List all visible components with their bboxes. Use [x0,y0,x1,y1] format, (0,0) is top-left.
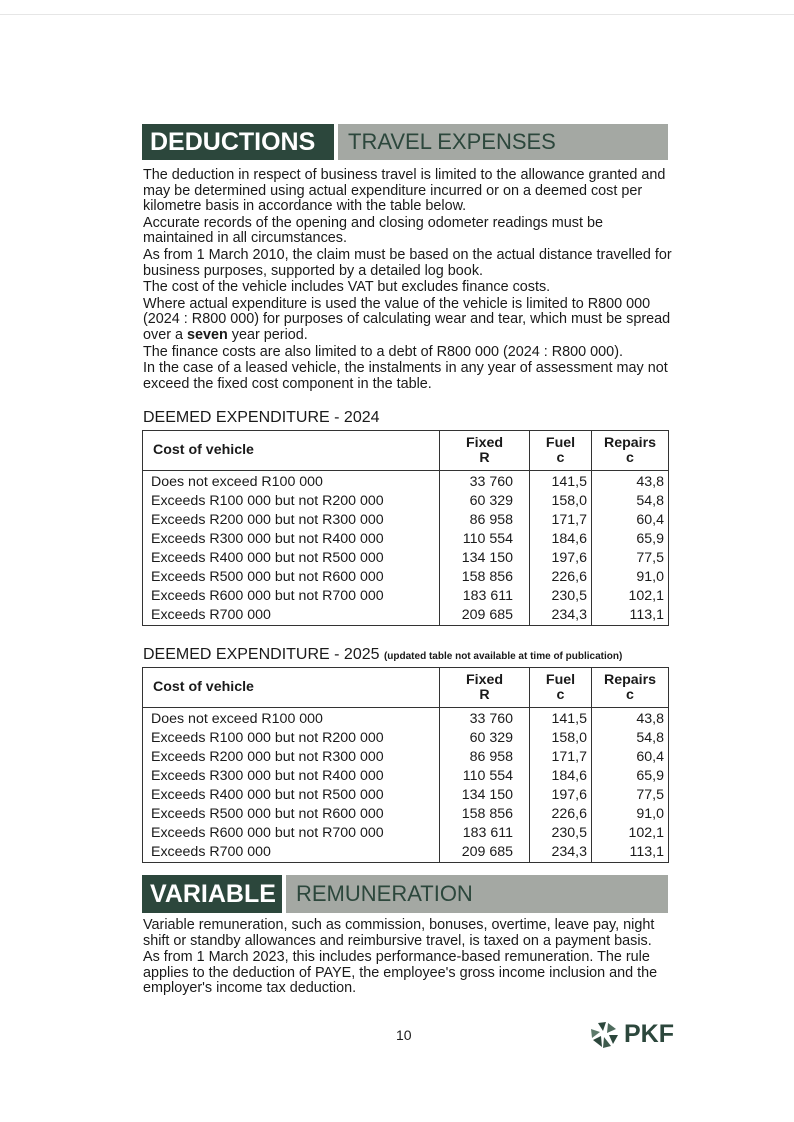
section-header-deductions [142,124,668,160]
table-row [143,471,669,493]
table-row [143,606,669,626]
table-cell: 65,9 [592,767,669,786]
table-cell: Exceeds R100 000 but not R200 000 [143,492,440,511]
table-row [143,587,669,606]
table-cell: 234,3 [530,606,592,626]
table-cell: Exceeds R300 000 but not R400 000 [143,767,440,786]
table-cell: 102,1 [592,587,669,606]
table-cell: 54,8 [592,729,669,748]
table-cell: Exceeds R500 000 but not R600 000 [143,805,440,824]
paragraph: The cost of the vehicle includes VAT but excludes finance costs. [143,279,551,296]
deemed-expenditure-table-2025 [142,667,669,863]
section-subtitle: TRAVEL EXPENSES [334,124,556,160]
table-cell: Does not exceed R100 000 [143,708,440,730]
table-cell: Exceeds R500 000 but not R600 000 [143,568,440,587]
table-cell: 230,5 [530,824,592,843]
column-unit: c [556,449,565,466]
table-cell: Exceeds R600 000 but not R700 000 [143,587,440,606]
table-cell: 86 958 [440,748,530,767]
section-title-bold: VARIABLE [142,875,282,913]
table-cell: Exceeds R700 000 [143,843,440,863]
column-unit: c [626,686,634,703]
table-cell: 33 760 [440,708,530,730]
pkf-logo-icon [588,1021,620,1049]
table-cell: Exceeds R200 000 but not R300 000 [143,748,440,767]
scan-edge-line [0,14,794,15]
table-row [143,767,669,786]
table-cell: 158,0 [530,492,592,511]
table-row [143,492,669,511]
table-cell: 234,3 [530,843,592,863]
table-cell: 91,0 [592,805,669,824]
table-cell: Exceeds R100 000 but not R200 000 [143,729,440,748]
table-cell: 197,6 [530,786,592,805]
travel-expenses-body [143,168,673,393]
table-cell: 43,8 [592,471,669,493]
column-unit: c [556,686,565,703]
table-cell: 102,1 [592,824,669,843]
column-header: Fixed R [440,668,530,708]
column-header: Fuel c [530,668,592,708]
table-caption-2025 [143,646,622,664]
table-cell: 183 611 [440,824,530,843]
table-row [143,805,669,824]
table-cell: 43,8 [592,708,669,730]
column-header: Repairs c [592,431,669,471]
paragraph: Variable remuneration, such as commission, bonuses, overtime, leave pay, night shift or standby allowances and reimbursive travel, is taxed on a payment basis. [143,917,655,949]
table-cell: 141,5 [530,471,592,493]
column-unit: R [479,686,490,703]
section-header-variable [142,875,668,913]
text-run: year period. [227,326,308,343]
table-cell: 230,5 [530,587,592,606]
table-cell: 91,0 [592,568,669,587]
table-cell: Exceeds R200 000 but not R300 000 [143,511,440,530]
table-cell: Exceeds R300 000 but not R400 000 [143,530,440,549]
page-number: 10 [396,1027,412,1043]
column-header: Cost of vehicle [143,431,440,471]
section-subtitle: REMUNERATION [282,875,473,913]
table-cell: 141,5 [530,708,592,730]
pkf-logo [588,1020,674,1049]
table-cell: 226,6 [530,805,592,824]
column-header: Fixed R [440,431,530,471]
column-header: Repairs c [592,668,669,708]
table-cell: 110 554 [440,767,530,786]
table-cell: 113,1 [592,843,669,863]
column-header: Fuel c [530,431,592,471]
table-row [143,748,669,767]
table-cell: 60,4 [592,748,669,767]
table-cell: 77,5 [592,786,669,805]
logo-text: PKF [624,1020,674,1048]
column-unit: R [479,449,490,466]
table-cell: 184,6 [530,767,592,786]
table-row [143,729,669,748]
table-cell: 77,5 [592,549,669,568]
table-cell: 183 611 [440,587,530,606]
deemed-expenditure-table-2024 [142,430,669,626]
table-cell: 113,1 [592,606,669,626]
table-cell: Exceeds R400 000 but not R500 000 [143,786,440,805]
table-cell: 54,8 [592,492,669,511]
table-cell: 209 685 [440,843,530,863]
table-caption-2024: DEEMED EXPENDITURE - 2024 [143,409,380,426]
table-cell: 158 856 [440,568,530,587]
paragraph [143,297,673,344]
table-cell: 134 150 [440,549,530,568]
paragraph: The finance costs are also limited to a debt of R800 000 (2024 : R800 000). [143,343,623,360]
table-cell: 184,6 [530,530,592,549]
table-row [143,568,669,587]
paragraph: As from 1 March 2023, this includes performance-based remuneration. The rule applies to the deduction of PAYE, the employee's gross income inclusion and the employer's income tax deduction. [143,949,658,997]
paragraph: In the case of a leased vehicle, the instalments in any year of assessment may not exceed the fixed cost component in the table. [143,360,668,392]
table-row [143,824,669,843]
table-cell: 60,4 [592,511,669,530]
table-header-row [143,668,669,708]
table-row [143,843,669,863]
table-cell: 134 150 [440,786,530,805]
table-cell: 209 685 [440,606,530,626]
table-row [143,708,669,730]
column-unit: c [626,449,634,466]
section-title-bold: DEDUCTIONS [142,124,334,160]
paragraph: The deduction in respect of business travel is limited to the allowance granted and may be determined using actual expenditure incurred or on a deemed cost per kilometre basis in accordance with the table below. [143,167,666,215]
table-cell: 226,6 [530,568,592,587]
table-cell: 86 958 [440,511,530,530]
table-row [143,530,669,549]
table-cell: Does not exceed R100 000 [143,471,440,493]
caption-note: (updated table not available at time of publication) [383,651,623,662]
table-cell: 171,7 [530,748,592,767]
column-header: Cost of vehicle [143,668,440,708]
paragraph: Accurate records of the opening and closing odometer readings must be maintained in all circumstances. [143,214,603,247]
table-cell: 158 856 [440,805,530,824]
table-cell: 158,0 [530,729,592,748]
table-row [143,511,669,530]
table-cell: Exceeds R400 000 but not R500 000 [143,549,440,568]
text-run: Where actual expenditure is used the value of the vehicle is limited to R800 000 (2024 : R800 000) for purposes of calculating wear and tear, which must be spread over a [143,295,671,343]
table-cell: 65,9 [592,530,669,549]
variable-remuneration-body [143,918,673,998]
table-row [143,549,669,568]
table-cell: 197,6 [530,549,592,568]
table-row [143,786,669,805]
table-cell: Exceeds R600 000 but not R700 000 [143,824,440,843]
table-cell: 60 329 [440,729,530,748]
table-cell: 171,7 [530,511,592,530]
emphasis: seven [187,326,228,343]
table-cell: Exceeds R700 000 [143,606,440,626]
table-cell: 110 554 [440,530,530,549]
table-cell: 60 329 [440,492,530,511]
caption-text: DEEMED EXPENDITURE - 2025 [143,646,380,663]
table-cell: 33 760 [440,471,530,493]
paragraph: As from 1 March 2010, the claim must be based on the actual distance travelled for business purposes, supported by a detailed log book. [143,246,672,279]
table-header-row [143,431,669,471]
